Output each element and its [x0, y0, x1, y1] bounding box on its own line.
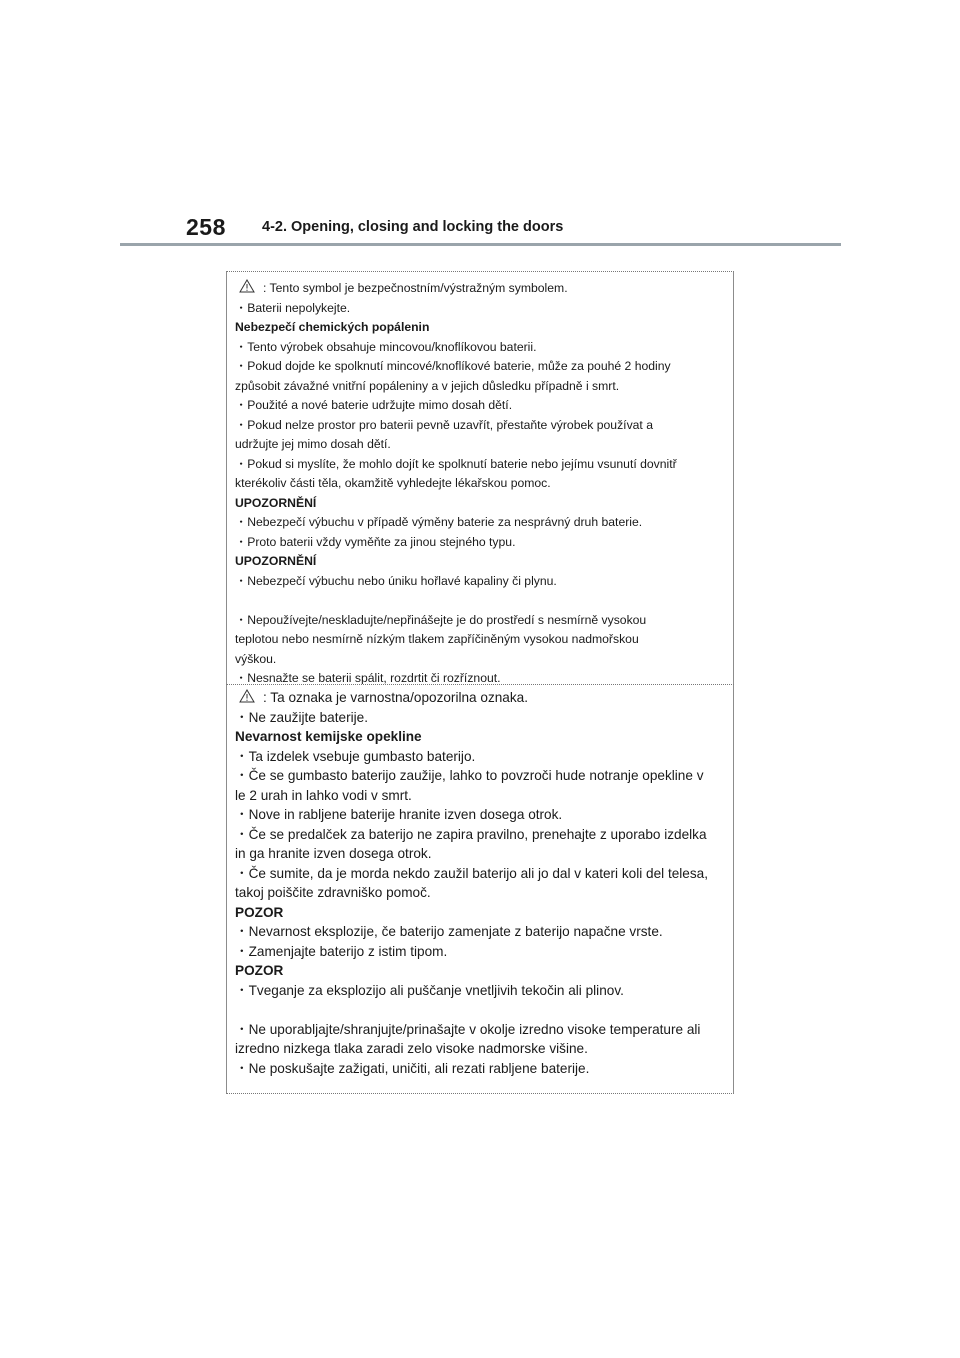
czech-warning-box	[226, 271, 734, 685]
header-divider	[120, 243, 841, 246]
bullet-line: ・ Ne uporabljajte/shranjujte/prinašajte v okolje izredno visoke temperature ali	[235, 1020, 727, 1040]
bullet-line: ・ Nove in rabljene baterije hranite izven dosega otrok.	[235, 805, 727, 825]
text-line: izredno nizkega tlaka zaradi zelo visoke nadmorske višine.	[235, 1041, 588, 1056]
bullet-line: ・ Če se predalček za baterijo ne zapira pravilno, prenehajte z uporabo izdelka	[235, 825, 727, 845]
bullet-line: ・ Nepoužívejte/neskladujte/nepřinášejte je do prostředí s nesmírně vysokou	[235, 611, 727, 631]
text-line: výškou.	[235, 651, 277, 666]
bullet-line: ・ Pokud nelze prostor pro baterii pevně uzavřít, přestaňte výrobek používat a	[235, 416, 727, 436]
czech-warning-line	[235, 279, 727, 299]
slovenian-warning-note: : Ta oznaka je varnostna/opozorilna oznaka.	[263, 690, 528, 705]
bullet-line: ・ Nebezpečí výbuchu v případě výměny baterie za nesprávný druh baterie.	[235, 513, 727, 533]
section-heading: POZOR	[235, 904, 284, 920]
bullet-line: ・ Použité a nové baterie udržujte mimo dosah dětí.	[235, 396, 727, 416]
section-heading: POZOR	[235, 963, 284, 978]
section-title: 4-2. Opening, closing and locking the doors	[262, 219, 564, 235]
bullet-line: ・ Ne poskušajte zažigati, uničiti, ali rezati rabljene baterije.	[235, 1059, 727, 1079]
czech-text-block	[235, 279, 727, 685]
bullet-line: ・ Pokud dojde ke spolknutí mincové/knoflíkové baterie, může za pouhé 2 hodiny	[235, 357, 727, 377]
slovenian-warning-line	[235, 688, 727, 708]
section-heading: UPOZORNĚNÍ	[235, 495, 317, 510]
page-number: 258	[186, 214, 226, 240]
text-line: kterékoliv části těla, okamžitě vyhledejte lékařskou pomoc.	[235, 476, 551, 490]
bullet-line: ・ Če se gumbasto baterijo zaužije, lahko to povzroči hude notranje opekline v	[235, 766, 727, 786]
czech-warning-note: : Tento symbol je bezpečnostním/výstražným symbolem.	[263, 281, 568, 295]
bullet-line: ・ Tveganje za eksplozijo ali puščanje vnetljivih tekočin ali plinov.	[235, 981, 727, 1001]
bullet-line: ・ Pokud si myslíte, že mohlo dojít ke spolknutí baterie nebo jejímu vsunutí dovnitř	[235, 455, 727, 475]
warning-triangle-icon	[239, 279, 255, 293]
bullet-line: ・ Nesnažte se baterii spálit, rozdrtit či rozříznout.	[235, 669, 727, 685]
bullet-line: ・ Ne zaužijte baterije.	[235, 708, 727, 728]
warning-triangle-icon	[239, 689, 255, 703]
section-heading: UPOZORNĚNÍ	[235, 554, 317, 568]
section-heading: Nevarnost kemijske opekline	[235, 729, 422, 744]
bullet-line: ・ Ta izdelek vsebuje gumbasto baterijo.	[235, 747, 727, 767]
bullet-line: ・ Proto baterii vždy vyměňte za jinou stejného typu.	[235, 533, 727, 553]
slovenian-warning-box	[226, 685, 734, 1094]
blank-line	[235, 591, 727, 611]
text-line: takoj poiščite zdravniško pomoč.	[235, 885, 431, 900]
text-line: způsobit závažné vnitřní popáleniny a v jejich důsledku případně i smrt.	[235, 378, 620, 393]
text-line: teplotou nebo nesmírně nízkým tlakem zapříčiněným vysokou nadmořskou	[235, 632, 639, 646]
bullet-line: ・ Baterii nepolykejte.	[235, 299, 727, 319]
bullet-line: ・ Tento výrobek obsahuje mincovou/knoflíkovou baterii.	[235, 338, 727, 358]
text-line: le 2 urah in lahko vodi v smrt.	[235, 787, 412, 803]
slovenian-text-block	[235, 688, 727, 1078]
bullet-line: ・ Zamenjajte baterijo z istim tipom.	[235, 942, 727, 962]
bullet-line: ・ Nevarnost eksplozije, če baterijo zamenjate z baterijo napačne vrste.	[235, 922, 727, 942]
blank-line	[235, 1000, 727, 1020]
bullet-line: ・ Nebezpečí výbuchu nebo úniku hořlavé kapaliny či plynu.	[235, 572, 727, 592]
text-line: in ga hranite izven dosega otrok.	[235, 846, 432, 861]
text-line: udržujte jej mimo dosah dětí.	[235, 437, 391, 451]
section-heading: Nebezpečí chemických popálenin	[235, 320, 430, 334]
bullet-line: ・ Če sumite, da je morda nekdo zaužil baterijo ali jo dal v kateri koli del telesa,	[235, 864, 727, 884]
